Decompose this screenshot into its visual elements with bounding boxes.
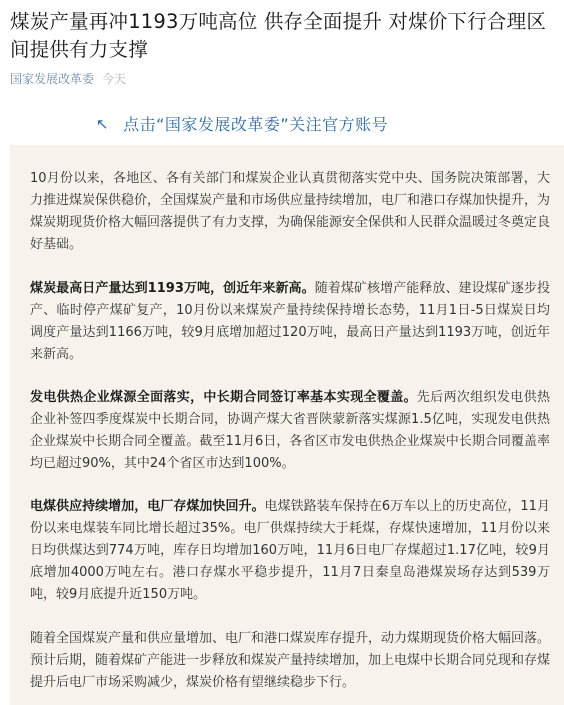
- paragraph-lead: 发电供热企业煤源全面落实，中长期合同签订率基本实现全覆盖。: [30, 390, 417, 405]
- paragraph-lead: 电煤供应持续增加，电厂存煤加快回升。: [30, 499, 265, 514]
- paragraph-body: 先后两次组织发电供热企业补签四季度煤炭中长期合同，协调产煤大省晋陕蒙新落实煤源1.5亿吨，实现发电供热企业煤炭中长期合同全覆盖。截至11月6日，各省区市发电供热企业煤炭中长期合同覆盖率均已超过90%，其中24个省区市达到100%。: [30, 390, 550, 471]
- paragraph-body: 随着煤矿核增产能释放、建设煤矿逐步投产、临时停产煤矿复产，10月份以来煤炭产量持续保持增长态势，11月1日-5日煤炭日均调度产量达到1166万吨，较9月底增加超过120万吨，最高日产量达到1193万吨，创近年来新高。: [30, 281, 550, 362]
- article-body: [10, 145, 564, 705]
- article-meta: [10, 70, 126, 87]
- paragraph-body: 随着全国煤炭产量和供应量增加、电厂和港口煤炭库存提升，动力煤期现货价格大幅回落。预计后期，随着煤矿产能进一步释放和煤炭产量持续增加，加上电煤中长期合同兑现和存煤提升后电厂市场采购减少，煤炭价格有望继续稳步下行。: [30, 631, 551, 690]
- follow-account-text: 点击“国家发展改革委”关注官方账号: [123, 115, 389, 134]
- paragraph-power-coal-supply: [30, 496, 550, 606]
- paragraph-body: 电煤铁路装车保持在6万车以上的历史高位，11月份以来电煤装车同比增长超过35%。电厂供煤持续大于耗煤，存煤快速增加，11月份以来日均供煤达到774万吨，库存日均增加160万吨，11月6日电厂存煤超过1.17亿吨，较9月底增加4000万吨左右。港口存煤水平稳步提升，11月7日秦皇岛港煤炭场存达到539万吨，较9月底提升近150万吨。: [30, 499, 550, 602]
- paragraph-outlook: [30, 628, 550, 694]
- paragraph-contracts: [30, 387, 550, 475]
- account-name-link[interactable]: 国家发展改革委: [10, 72, 95, 86]
- publish-time: 今天: [102, 72, 127, 86]
- paragraph-intro: [30, 168, 550, 256]
- paragraph-lead: 煤炭最高日产量达到1193万吨，创近年来新高。: [30, 281, 315, 296]
- paragraph-coal-output: [30, 278, 550, 366]
- article-title: 煤炭产量再冲1193万吨高位 供存全面提升 对煤价下行合理区间提供有力支撑: [10, 10, 547, 61]
- north-west-arrow-icon: ↖: [96, 114, 110, 133]
- follow-account-banner[interactable]: [96, 112, 388, 135]
- paragraph-body: 10月份以来，各地区、各有关部门和煤炭企业认真贯彻落实党中央、国务院决策部署，大力推进煤炭保供稳价，全国煤炭产量和市场供应量持续增加，电厂和港口存煤加快提升，为煤炭期现货价格大幅回落提供了有力支撑，为确保能源安全保供和人民群众温暖过冬奠定良好基础。: [30, 171, 551, 252]
